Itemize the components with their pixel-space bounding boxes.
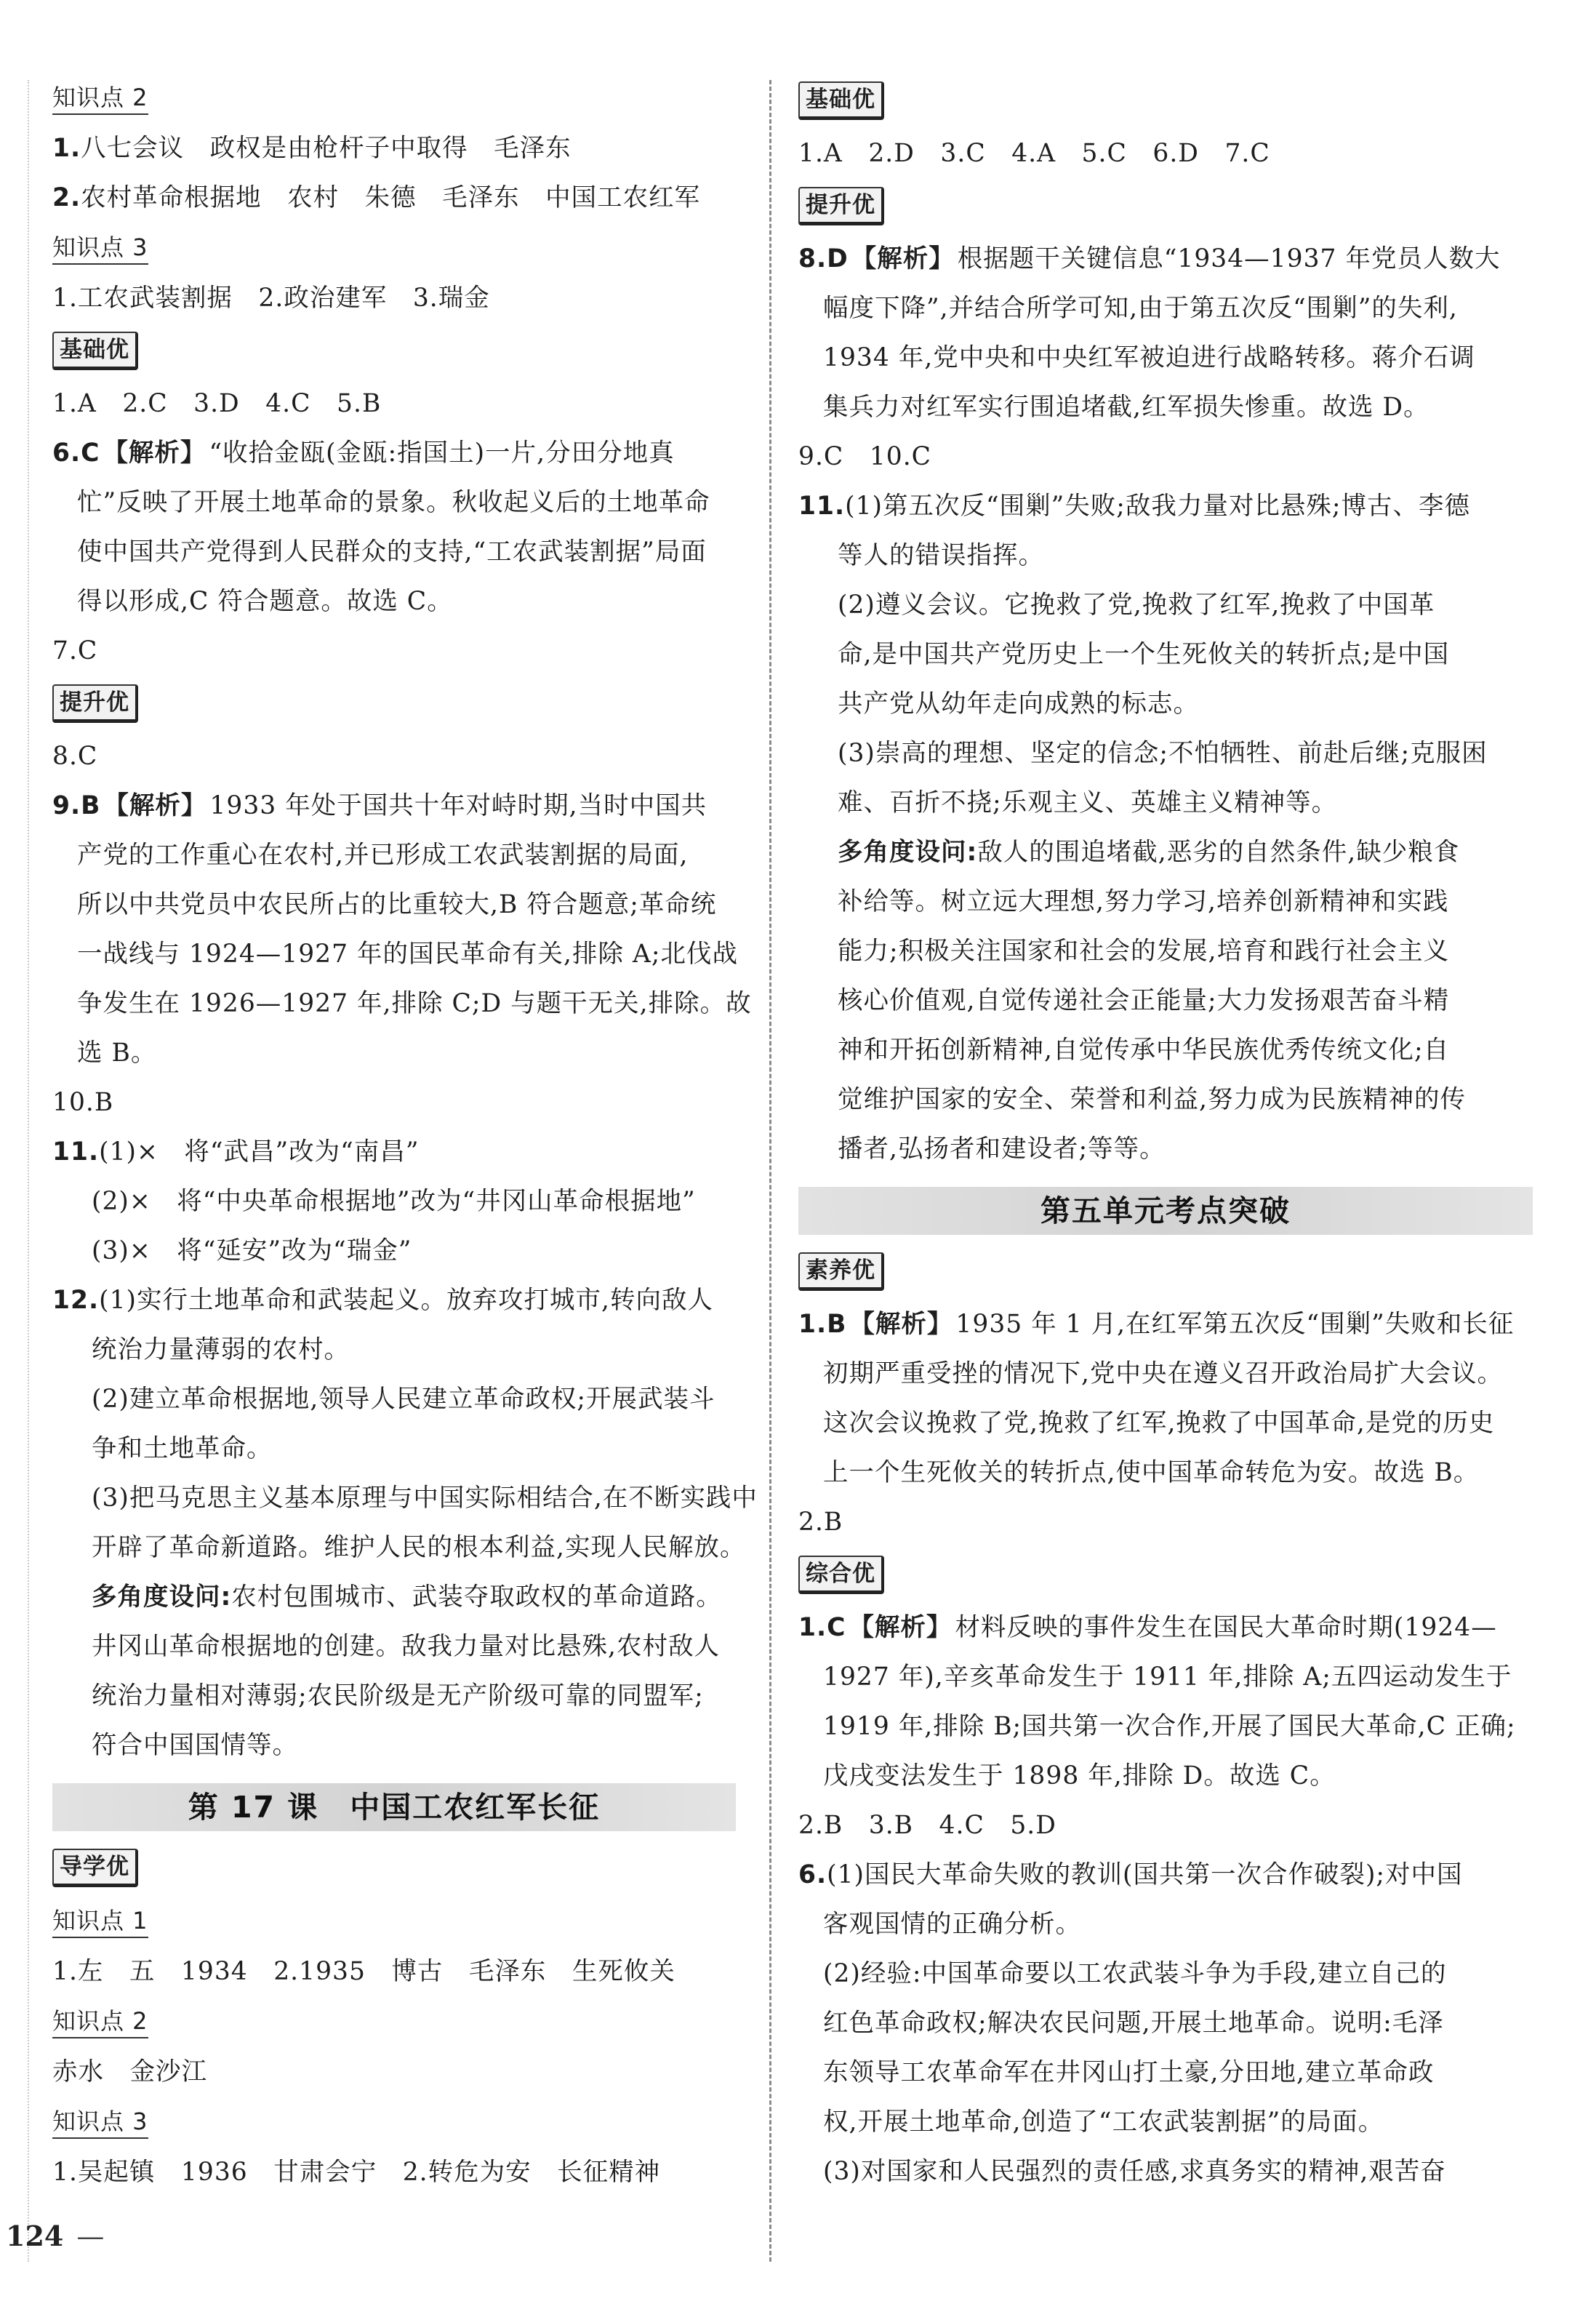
basic-section-badge-right: 基础优 [798,73,1533,129]
s1-line-4: 上一个生死攸关的转折点,使中国革命转危为安。故选 B。 [823,1458,1480,1487]
r-q11-line-1: 11.(1)第五次反“围剿”失败;敌我力量对比悬殊;博古、李德 [798,492,1471,521]
z2-5-answers: 2.B 3.B 4.C 5.D [798,1811,1056,1840]
guide-section-badge: 导学优 [52,1840,736,1896]
q6-line-2: 忙”反映了开展土地革命的景象。秋收起义后的土地革命 [77,488,710,517]
q6-line-3: 使中国共产党得到人民群众的支持,“工农武装割据”局面 [77,537,707,567]
q8-answer: 8.C [52,742,98,771]
q9-line-6: 选 B。 [77,1039,157,1068]
q10-answer: 10.B [52,1088,114,1117]
s1-line-3: 这次会议挽救了党,挽救了红军,挽救了中国革命,是党的历史 [823,1409,1495,1438]
r-q11-line-10: 能力;积极关注国家和社会的发展,培育和践行社会主义 [838,937,1450,966]
kp2-line-1: 1.八七会议 政权是由枪杆子中取得 毛泽东 [52,134,572,163]
q9-line-4: 一战线与 1924—1927 年的国民革命有关,排除 A;北伐战 [77,940,739,969]
unit-5-title: 第五单元考点突破 [798,1187,1533,1235]
comprehensive-section-badge: 综合优 [798,1547,1533,1603]
q12-line-1: 12.(1)实行土地革命和武装起义。放弃攻打城市,转向敌人 [52,1286,713,1315]
z6-line-7: (3)对国家和人民强烈的责任感,求真务实的精神,艰苦奋 [823,2157,1446,2186]
page-number: 124 — [6,2220,105,2252]
r-q11-line-4: 命,是中国共产党历史上一个生死攸关的转折点;是中国 [838,640,1450,669]
basic-answers: 1.A 2.C 3.D 4.C 5.B [52,389,382,418]
q11-line-3: (3)× 将“延安”改为“瑞金” [92,1236,412,1265]
q12-line-4: 争和土地革命。 [92,1434,273,1463]
page-number-dash: — [76,2220,105,2252]
lesson-kp3-heading: 知识点 3 [52,2097,736,2148]
r-q8-line-1: 8.D 【解析】 根据题干关键信息“1934—1937 年党员人数大 [798,244,1501,273]
r-q8-line-2: 幅度下降”,并结合所学可知,由于第五次反“围剿”的失利, [823,294,1458,323]
r-q11-line-11: 核心价值观,自觉传递社会正能量;大力发扬艰苦奋斗精 [838,986,1450,1015]
r-q8-line-3: 1934 年,党中央和中央红军被迫进行战略转移。蒋介石调 [823,343,1475,372]
r-q11-line-2: 等人的错误指挥。 [838,541,1044,570]
z6-line-2: 客观国情的正确分析。 [823,1910,1081,1939]
r-q11-line-7: 难、百折不挠;乐观主义、英雄主义精神等。 [838,788,1338,817]
z1-line-2: 1927 年),辛亥革命发生于 1911 年,排除 A;五四运动发生于 [823,1662,1512,1692]
kp2-line-2: 2.农村革命根据地 农村 朱德 毛泽东 中国工农红军 [52,183,701,212]
q6-line-1: 6.C 【解析】 “收拾金瓯(金瓯:指国土)一片,分田分地真 [52,439,675,468]
z6-line-4: 红色革命政权;解决农民问题,开展土地革命。说明:毛泽 [823,2009,1444,2038]
z1-line-1: 1.C 【解析】 材料反映的事件发生在国民大革命时期(1924— [798,1613,1497,1642]
z6-line-5: 东领导工农革命军在井冈山打土豪,分田地,建立革命政 [823,2058,1435,2087]
lesson-kp3-line: 1.吴起镇 1936 甘肃会宁 2.转危为安 长征精神 [52,2158,661,2187]
right-column [798,73,1533,2196]
q11-line-2: (2)× 将“中央革命根据地”改为“井冈山革命根据地” [92,1187,696,1216]
q12-line-6: 开辟了革命新道路。维护人民的根本利益,实现人民解放。 [92,1533,746,1562]
r-q11-line-8: 多角度设问:敌人的围追堵截,恶劣的自然条件,缺少粮食 [838,838,1460,867]
q9-line-1: 9.B 【解析】 1933 年处于国共十年对峙时期,当时中国共 [52,791,707,820]
q12-line-3: (2)建立革命根据地,领导人民建立革命政权;开展武装斗 [92,1385,715,1414]
s1-line-2: 初期严重受挫的情况下,党中央在遵义召开政治局扩大会议。 [823,1359,1503,1388]
lesson-17-title: 第 17 课 中国工农红军长征 [52,1783,736,1831]
lesson-kp1-line: 1.左 五 1934 2.1935 博古 毛泽东 生死攸关 [52,1957,675,1986]
q9-line-3: 所以中共党员中农民所占的比重较大,B 符合题意;革命统 [77,890,717,919]
lesson-kp2-line: 赤水 金沙江 [52,2057,207,2086]
left-column [52,73,758,2197]
lesson-kp2-heading: 知识点 2 [52,1996,736,2047]
q12-line-2: 统治力量薄弱的农村。 [92,1335,350,1364]
r-q11-line-3: (2)遵义会议。它挽救了党,挽救了红军,挽救了中国革 [838,591,1435,620]
q9-line-5: 争发生在 1926—1927 年,排除 C;D 与题干无关,排除。故 [77,989,752,1018]
lesson-kp1-heading: 知识点 1 [52,1896,736,1947]
z6-line-6: 权,开展土地革命,创造了“工农武装割据”的局面。 [823,2108,1384,2137]
left-margin-rule [28,80,29,2262]
advanced-section-badge-right: 提升优 [798,178,1533,234]
r-q11-line-13: 觉维护国家的安全、荣誉和利益,努力成为民族精神的传 [838,1085,1466,1114]
r-q8-line-4: 集兵力对红军实行围追堵截,红军损失惨重。故选 D。 [823,393,1429,422]
literacy-section-badge: 素养优 [798,1244,1533,1300]
r-q11-line-9: 补给等。树立远大理想,努力学习,培养创新精神和实践 [838,887,1449,916]
q9-line-2: 产党的工作重心在农村,并已形成工农武装割据的局面, [77,841,689,870]
q12-line-8: 井冈山革命根据地的创建。敌我力量对比悬殊,农村敌人 [92,1632,720,1661]
r-q11-line-5: 共产党从幼年走向成熟的标志。 [838,689,1199,719]
r-q9-q10-answers: 9.C 10.C [798,442,932,471]
q12-line-7: 多角度设问:农村包围城市、武装夺取政权的革命道路。 [92,1582,722,1612]
r-q11-line-14: 播者,弘扬者和建设者;等等。 [838,1135,1166,1164]
column-divider [769,80,771,2262]
basic-answers-right: 1.A 2.D 3.C 4.A 5.C 6.D 7.C [798,139,1270,168]
q12-line-5: (3)把马克思主义基本原理与中国实际相结合,在不断实践中 [92,1484,758,1513]
s2-answer: 2.B [798,1508,843,1537]
q6-line-4: 得以形成,C 符合题意。故选 C。 [77,587,453,616]
q12-line-9: 统治力量相对薄弱;农民阶级是无产阶级可靠的同盟军; [92,1681,704,1710]
r-q11-line-6: (3)崇高的理想、坚定的信念;不怕牺牲、前赴后继;克服困 [838,739,1488,768]
z6-line-1: 6.(1)国民大革命失败的教训(国共第一次合作破裂);对中国 [798,1860,1463,1889]
basic-section-badge: 基础优 [52,323,736,379]
z1-line-3: 1919 年,排除 B;国共第一次合作,开展了国民大革命,C 正确; [823,1712,1516,1741]
q7-answer: 7.C [52,636,98,665]
advanced-section-badge: 提升优 [52,676,736,732]
knowledge-point-3-heading: 知识点 3 [52,223,736,273]
z1-line-4: 戊戌变法发生于 1898 年,排除 D。故选 C。 [823,1761,1336,1790]
kp3-line-1: 1.工农武装割据 2.政治建军 3.瑞金 [52,284,490,313]
z6-line-3: (2)经验:中国革命要以工农武装斗争为手段,建立自己的 [823,1959,1447,1988]
s1-line-1: 1.B 【解析】 1935 年 1 月,在红军第五次反“围剿”失败和长征 [798,1310,1515,1339]
r-q11-line-12: 神和开拓创新精神,自觉传承中华民族优秀传统文化;自 [838,1036,1450,1065]
q12-line-10: 符合中国国情等。 [92,1731,298,1760]
knowledge-point-2-heading: 知识点 2 [52,73,736,124]
q11-line-1: 11.(1)× 将“武昌”改为“南昌” [52,1137,420,1166]
